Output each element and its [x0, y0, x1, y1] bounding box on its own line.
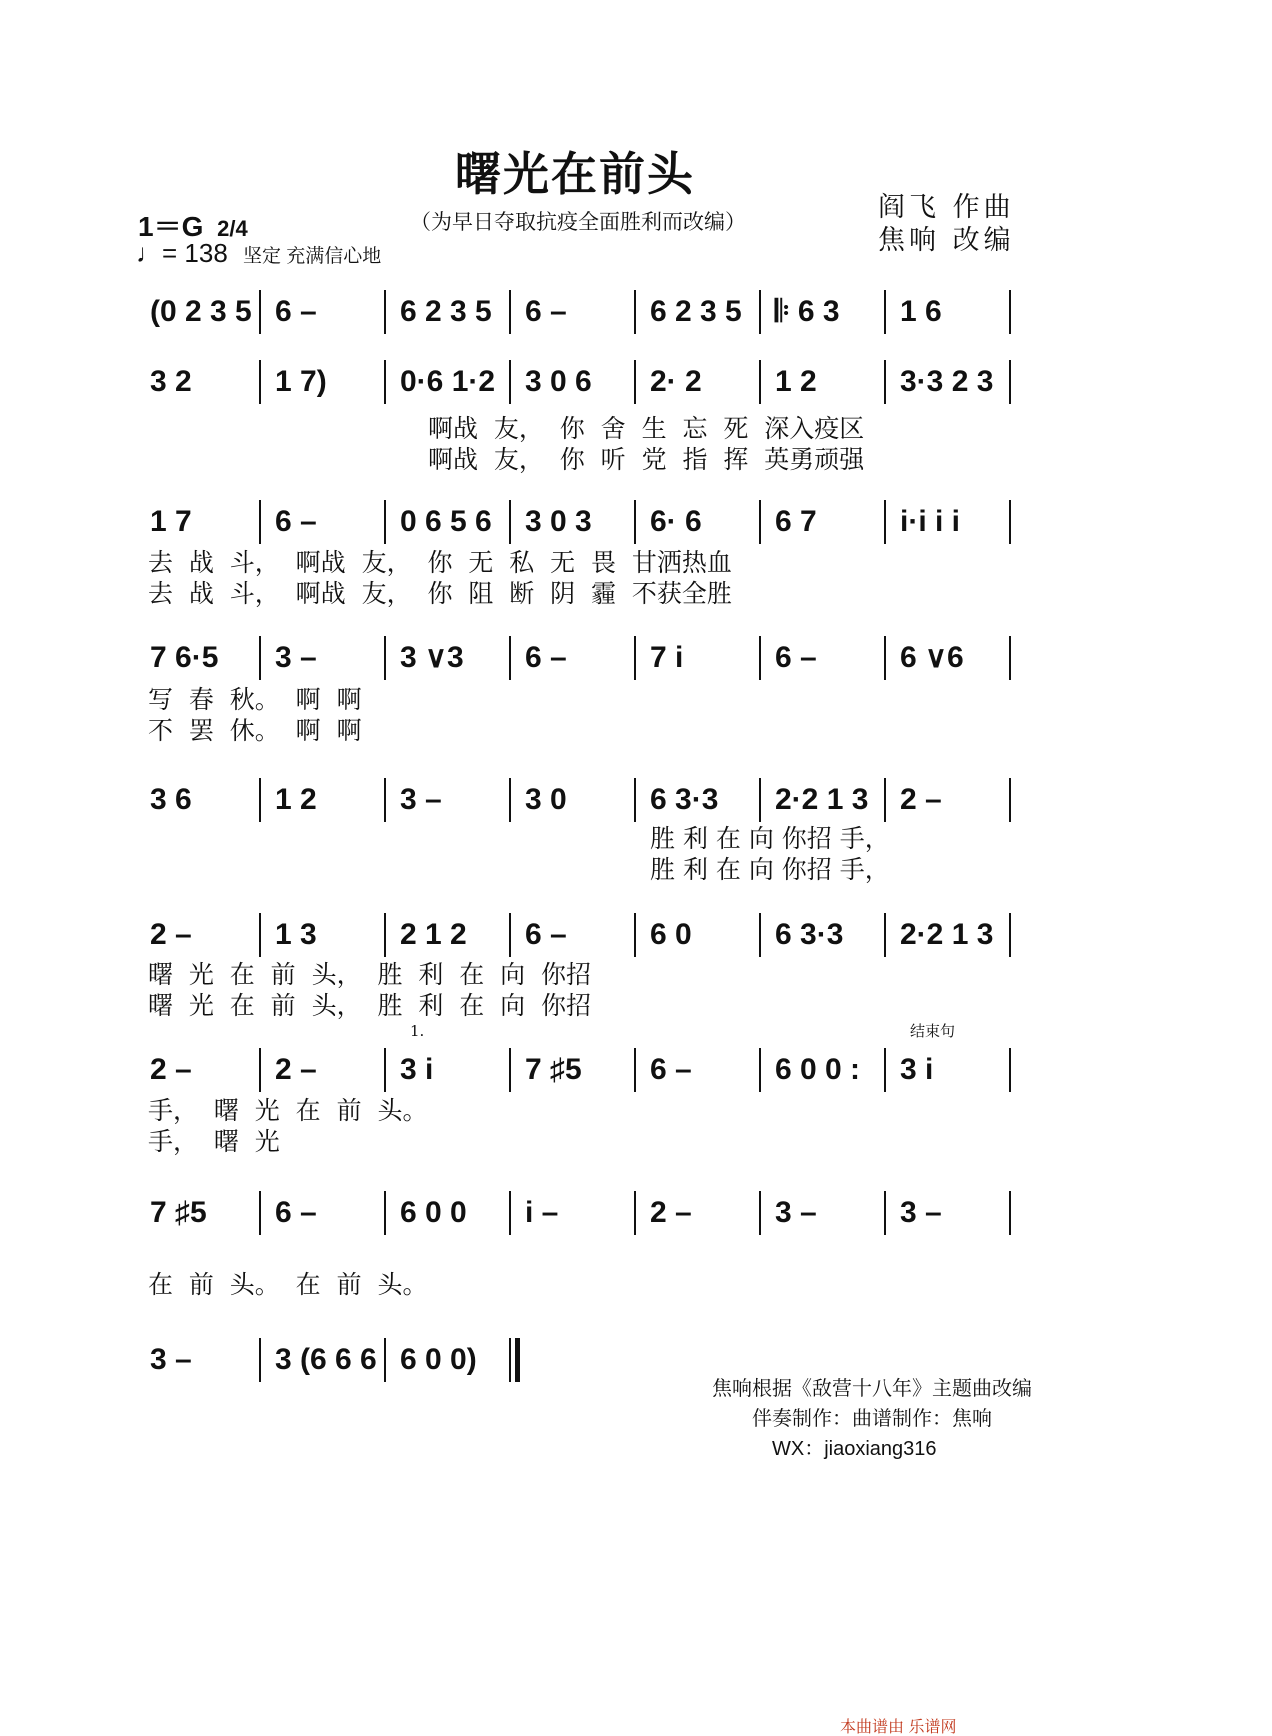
barline: [509, 913, 511, 957]
measure-notes: 6· 6: [650, 505, 702, 538]
barline: [1009, 290, 1011, 334]
barline: [884, 778, 886, 822]
measure-notes: 3 0 6: [525, 365, 592, 398]
lyric-text: 写 春 秋。 啊 啊: [148, 685, 362, 714]
measure-notes: 3 –: [900, 1196, 942, 1229]
watermark: 本曲谱由 乐谱网: [840, 1719, 957, 1736]
barline: [634, 1191, 636, 1235]
barline: [884, 1048, 886, 1092]
score-system-1: [148, 282, 1118, 342]
barline: [759, 913, 761, 957]
barline: [384, 913, 386, 957]
barline: [634, 778, 636, 822]
lyric-line-verse-2: [148, 853, 1118, 887]
measure-notes: 2·2 1 3: [775, 783, 869, 816]
barline: [634, 360, 636, 404]
barline: [1009, 913, 1011, 957]
expression-marking: 坚定 充满信心地: [243, 246, 382, 267]
barline: [509, 1338, 511, 1382]
lyric-line-verse-2: [148, 1125, 1118, 1159]
measure-notes: 1 7): [275, 365, 327, 398]
barline: [884, 913, 886, 957]
measure-notes: 2 –: [650, 1196, 692, 1229]
measure-notes: 6 –: [275, 295, 317, 328]
measure-notes: 3 –: [150, 1343, 192, 1376]
lyric-text: 去 战 斗， 啊战 友， 你 阻 断 阴 霾 不获全胜: [148, 579, 732, 608]
tempo-value: ♩= 138: [136, 238, 228, 268]
barline: [759, 290, 761, 334]
measure-notes: 3 i: [900, 1053, 934, 1086]
lyric-text: 手， 曙 光 在 前 头。: [148, 1096, 428, 1125]
measure-notes: 7 ♯5: [525, 1053, 582, 1086]
song-subtitle: （为早日夺取抗疫全面胜利而改编）: [410, 210, 746, 234]
measure-notes: i·i i i: [900, 505, 960, 538]
measure-notes: 6 –: [650, 1053, 692, 1086]
lyric-text: 不 罢 休。 啊 啊: [148, 716, 362, 745]
barline: [259, 290, 261, 334]
composer-credit: 阎飞 作曲: [878, 192, 1015, 223]
barline: [1009, 360, 1011, 404]
score-system-2: [148, 352, 1118, 412]
barline: [259, 360, 261, 404]
barline: [384, 1048, 386, 1092]
barline: [884, 500, 886, 544]
measure-notes: 1 3: [275, 918, 317, 951]
measure-notes: 6 ∨6: [900, 641, 964, 674]
measure-notes: 2 –: [150, 1053, 192, 1086]
measure-notes: 6 –: [525, 918, 567, 951]
song-title: 曙光在前头: [455, 147, 695, 201]
lyric-line-verse-2: [148, 989, 1118, 1023]
footer-adaptation-note: 焦响根据《敌营十八年》主题曲改编: [712, 1378, 1032, 1400]
measure-notes: 3 (6 6 6: [275, 1343, 377, 1376]
barline: [634, 290, 636, 334]
measure-notes: 0·6 1·2: [400, 365, 496, 398]
measure-notes: 3·3 2 3: [900, 365, 994, 398]
measure-notes: 0 6 5 6: [400, 505, 492, 538]
lyric-text: 啊战 友， 你 听 党 指 挥 英勇顽强: [428, 445, 865, 474]
score-system-8: [148, 1183, 1118, 1243]
ending-phrase-marker: 结束句: [910, 1022, 956, 1040]
barline: [384, 1338, 386, 1382]
measure-notes: 3 6: [150, 783, 192, 816]
lyric-line-verse-2: [148, 443, 1118, 477]
barline: [259, 636, 261, 680]
measure-notes: 6 0 0): [400, 1343, 477, 1376]
lyric-line-verse-2: [148, 714, 1118, 748]
barline: [884, 360, 886, 404]
barline: [1009, 500, 1011, 544]
footer-wechat-id: WX：jiaoxiang316: [772, 1438, 937, 1460]
lyric-text: 啊战 友， 你 舍 生 忘 死 深入疫区: [428, 414, 865, 443]
lyric-line-verse-1: [148, 958, 1118, 992]
tempo-marking: [136, 238, 381, 269]
barline: [509, 290, 511, 334]
measure-notes: 2 1 2: [400, 918, 467, 951]
measure-notes: 6 3·3: [775, 918, 844, 951]
measure-notes: 3 –: [275, 641, 317, 674]
barline: [384, 290, 386, 334]
measure-notes: i –: [525, 1196, 559, 1229]
barline: [384, 360, 386, 404]
measure-notes: 6 7: [775, 505, 817, 538]
barline: [759, 778, 761, 822]
lyric-text: 曙 光 在 前 头， 胜 利 在 向 你招: [148, 991, 592, 1020]
measure-notes: 1 2: [775, 365, 817, 398]
measure-notes: 3 i: [400, 1053, 434, 1086]
barline: [1009, 1191, 1011, 1235]
barline: [259, 1048, 261, 1092]
barline: [1009, 636, 1011, 680]
lyric-text: 手， 曙 光: [148, 1127, 280, 1156]
measure-notes: 6 0 0: [400, 1196, 467, 1229]
lyric-line-verse-1: [148, 1094, 1118, 1128]
measure-notes: 7 6·5: [150, 641, 219, 674]
measure-notes: 6 –: [775, 641, 817, 674]
barline: [259, 1338, 261, 1382]
lyric-line-verse-1: [148, 683, 1118, 717]
barline: [884, 290, 886, 334]
barline: [509, 500, 511, 544]
measure-notes: 3 0 3: [525, 505, 592, 538]
barline: [634, 1048, 636, 1092]
measure-notes: 3 2: [150, 365, 192, 398]
barline: [759, 360, 761, 404]
measure-notes: 1 6: [900, 295, 942, 328]
barline: [634, 636, 636, 680]
barline: [259, 500, 261, 544]
measure-notes: 3 0: [525, 783, 567, 816]
barline: [259, 913, 261, 957]
barline: [509, 636, 511, 680]
measure-notes: 6 –: [275, 1196, 317, 1229]
barline: [259, 1191, 261, 1235]
lyric-line-verse-2: [148, 577, 1118, 611]
lyric-line-verse-1: [148, 546, 1118, 580]
barline: [509, 1048, 511, 1092]
measure-notes: 6 –: [525, 295, 567, 328]
score-system-3: [148, 492, 1118, 552]
measure-notes: 7 ♯5: [150, 1196, 207, 1229]
measure-notes: 6 –: [275, 505, 317, 538]
measure-notes: 1 2: [275, 783, 317, 816]
barline: [1009, 778, 1011, 822]
barline: [259, 778, 261, 822]
measure-notes: 6 0: [650, 918, 692, 951]
barline: [634, 500, 636, 544]
score-system-5: [148, 770, 1118, 830]
barline: [884, 1191, 886, 1235]
lyric-line-verse-1: [148, 412, 1118, 446]
key-label: 1＝G: [138, 211, 204, 242]
measure-notes: 6 3·3: [650, 783, 719, 816]
score-system-4: [148, 628, 1118, 688]
measure-notes: 2 –: [150, 918, 192, 951]
barline: [759, 1191, 761, 1235]
lyric-line-verse-1: [148, 822, 1118, 856]
measure-notes: 7 i: [650, 641, 684, 674]
measure-notes: 2 –: [275, 1053, 317, 1086]
footer-production-credit: 伴奏制作：曲谱制作：焦响: [752, 1408, 992, 1430]
barline: [509, 360, 511, 404]
measure-notes: 6 –: [525, 641, 567, 674]
score-system-7: [148, 1022, 1118, 1100]
measure-notes: 1 7: [150, 505, 192, 538]
barline: [384, 500, 386, 544]
volta-first-ending: 1.: [410, 1022, 425, 1040]
lyric-text: 曙 光 在 前 头， 胜 利 在 向 你招: [148, 960, 592, 989]
barline: [634, 913, 636, 957]
measure-notes: 2 –: [900, 783, 942, 816]
lyric-text: 去 战 斗， 啊战 友， 你 无 私 无 畏 甘洒热血: [148, 548, 732, 577]
arranger-credit: 焦响 改编: [878, 225, 1015, 256]
measure-notes: 𝄆 6 3: [775, 295, 840, 328]
barline: [884, 636, 886, 680]
barline: [759, 500, 761, 544]
barline: [509, 778, 511, 822]
final-barline: [515, 1338, 520, 1382]
measure-notes: 6 2 3 5: [400, 295, 492, 328]
measure-notes: 3 –: [775, 1196, 817, 1229]
barline: [509, 1191, 511, 1235]
measure-notes: 6 0 0 :: [775, 1053, 861, 1086]
measure-notes: (0 2 3 5: [150, 295, 252, 328]
measure-notes: 3 ∨3: [400, 641, 464, 674]
barline: [759, 636, 761, 680]
measure-notes: 2· 2: [650, 365, 702, 398]
barline: [384, 1191, 386, 1235]
lyric-text: 胜 利 在 向 你招 手，: [650, 824, 890, 853]
time-signature: 2/4: [217, 216, 248, 241]
measure-notes: 6 2 3 5: [650, 295, 742, 328]
score-system-6: [148, 905, 1118, 965]
barline: [759, 1048, 761, 1092]
lyric-text: 在 前 头。 在 前 头。: [148, 1270, 428, 1299]
barline: [1009, 1048, 1011, 1092]
measure-notes: 2·2 1 3: [900, 918, 994, 951]
barline: [384, 778, 386, 822]
lyric-text: 胜 利 在 向 你招 手，: [650, 855, 890, 884]
lyric-line-verse-1: [148, 1268, 1118, 1302]
measure-notes: 3 –: [400, 783, 442, 816]
barline: [384, 636, 386, 680]
